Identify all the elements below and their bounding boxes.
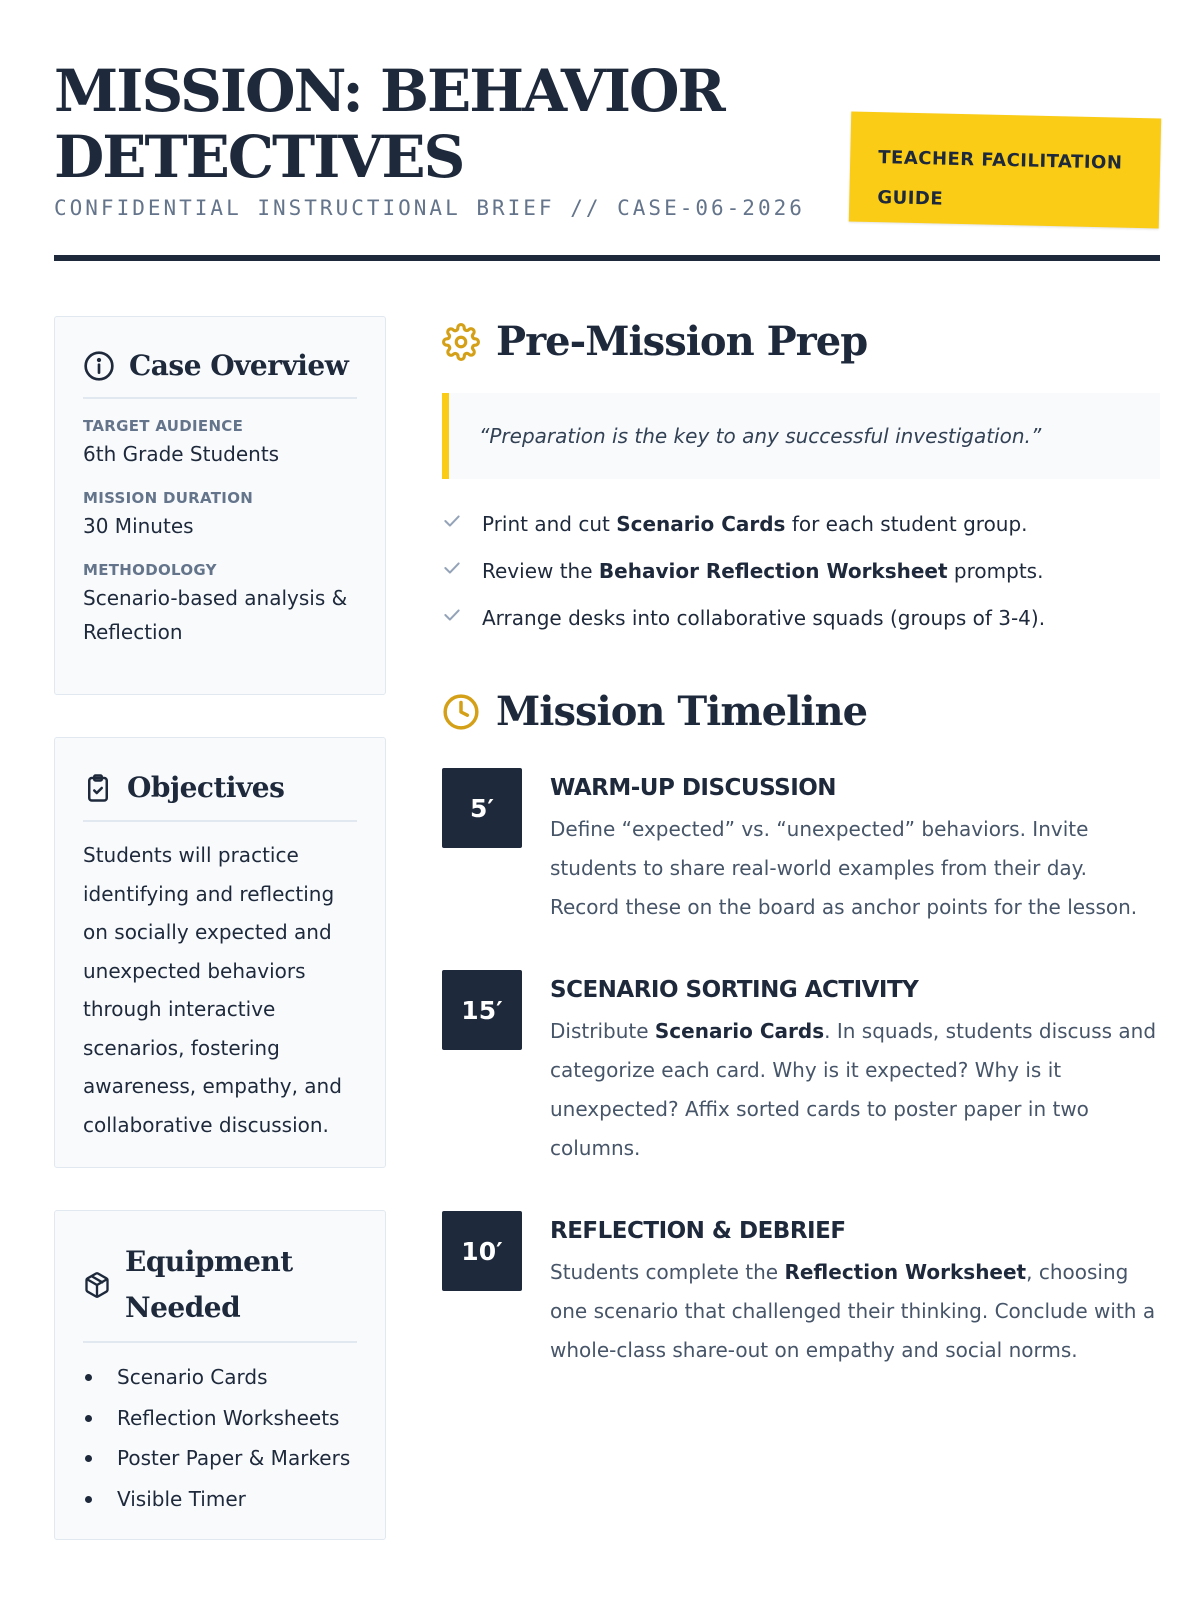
- objectives-header: [83, 738, 357, 822]
- timeline-item-title: WARM-UP DISCUSSION: [550, 775, 837, 801]
- target-audience-value: 6th Grade Students: [83, 442, 280, 466]
- mission-timeline-title: Mission Timeline: [496, 688, 868, 735]
- duration-badge: 10′: [442, 1211, 522, 1291]
- title-line-1: MISSION: BEHAVIOR: [54, 57, 724, 125]
- timeline-item-description: Students complete the Reflection Worksheet, choosing one scenario that challenged their thinking. Conclude with a whole-class share-out on empathy and social norms.: [550, 1260, 1156, 1362]
- list-item: [442, 500, 1045, 547]
- timeline-body: [550, 772, 1162, 927]
- case-overview-header: [83, 317, 357, 399]
- package-icon: [83, 1271, 111, 1299]
- timeline-item: [442, 1211, 1160, 1391]
- timeline-body: [550, 1215, 1162, 1370]
- timeline-item: [442, 768, 1160, 948]
- prep-checklist: [442, 500, 1045, 641]
- checklist-text: Review the Behavior Reflection Worksheet prompts.: [482, 558, 1044, 583]
- list-item: Reflection Worksheets: [83, 1398, 357, 1439]
- list-item: Poster Paper & Markers: [83, 1438, 357, 1479]
- timeline-body: [550, 974, 1162, 1168]
- page-subtitle: CONFIDENTIAL INSTRUCTIONAL BRIEF // CASE-06-2026: [54, 196, 805, 220]
- gear-icon: [442, 323, 480, 361]
- case-overview-title: Case Overview: [129, 349, 349, 382]
- stamp-line-2: GUIDE: [877, 187, 944, 210]
- prep-quote: “Preparation is the key to any successful investigation.”: [442, 393, 1160, 479]
- case-overview-card: [54, 316, 386, 695]
- title-line-2: DETECTIVES: [54, 123, 464, 191]
- equipment-header: [83, 1211, 357, 1343]
- list-item: [442, 547, 1045, 594]
- objectives-text: Students will practice identifying and reflecting on socially expected and unexpected behaviors through interactive scenarios, fostering awareness, empathy, and collaborative discussion.: [83, 843, 342, 1137]
- mission-duration-label: MISSION DURATION: [83, 489, 254, 507]
- list-item: Scenario Cards: [83, 1357, 357, 1398]
- pre-mission-prep-header: [442, 318, 867, 365]
- overview-field: [83, 417, 357, 471]
- guide-stamp: [849, 111, 1161, 228]
- equipment-title-line-1: Equipment: [125, 1245, 293, 1278]
- objectives-card: [54, 737, 386, 1168]
- header-divider: [54, 255, 1160, 261]
- timeline-item-description: Distribute Scenario Cards. In squads, students discuss and categorize each card. Why is it expected? Why is it unexpected? Affix sorted cards to poster paper in two columns.: [550, 1019, 1157, 1160]
- overview-field: [83, 489, 357, 543]
- check-icon: [442, 605, 482, 630]
- timeline-item-title: REFLECTION & DEBRIEF: [550, 1218, 846, 1244]
- timeline-item: [442, 970, 1160, 1180]
- duration-badge: 5′: [442, 768, 522, 848]
- timeline-item-title: SCENARIO SORTING ACTIVITY: [550, 977, 919, 1003]
- info-circle-icon: [83, 350, 115, 382]
- list-item: [442, 594, 1045, 641]
- clock-icon: [442, 693, 480, 731]
- clipboard-check-icon: [83, 772, 113, 804]
- methodology-label: METHODOLOGY: [83, 561, 217, 579]
- target-audience-label: TARGET AUDIENCE: [83, 417, 244, 435]
- mission-duration-value: 30 Minutes: [83, 514, 194, 538]
- overview-field: [83, 561, 357, 649]
- checklist-text: Arrange desks into collaborative squads (groups of 3-4).: [482, 605, 1046, 630]
- check-icon: [442, 511, 482, 536]
- objectives-title: Objectives: [127, 771, 285, 804]
- equipment-card: [54, 1210, 386, 1540]
- methodology-value: Scenario-based analysis & Reflection: [83, 586, 348, 644]
- checklist-text: Print and cut Scenario Cards for each student group.: [482, 511, 1028, 536]
- equipment-list: [83, 1343, 357, 1519]
- equipment-title: [125, 1239, 293, 1331]
- stamp-line-1: TEACHER FACILITATION: [878, 147, 1123, 174]
- mission-timeline-header: [442, 688, 867, 735]
- page-title: [54, 58, 814, 190]
- equipment-title-line-2: Needed: [125, 1291, 241, 1324]
- list-item: Visible Timer: [83, 1479, 357, 1520]
- duration-badge: 15′: [442, 970, 522, 1050]
- check-icon: [442, 558, 482, 583]
- pre-mission-prep-title: Pre-Mission Prep: [496, 318, 868, 365]
- timeline-item-description: Define “expected” vs. “unexpected” behaviors. Invite students to share real-world examples from their day. Record these on the board as anchor points for the lesson.: [550, 817, 1138, 919]
